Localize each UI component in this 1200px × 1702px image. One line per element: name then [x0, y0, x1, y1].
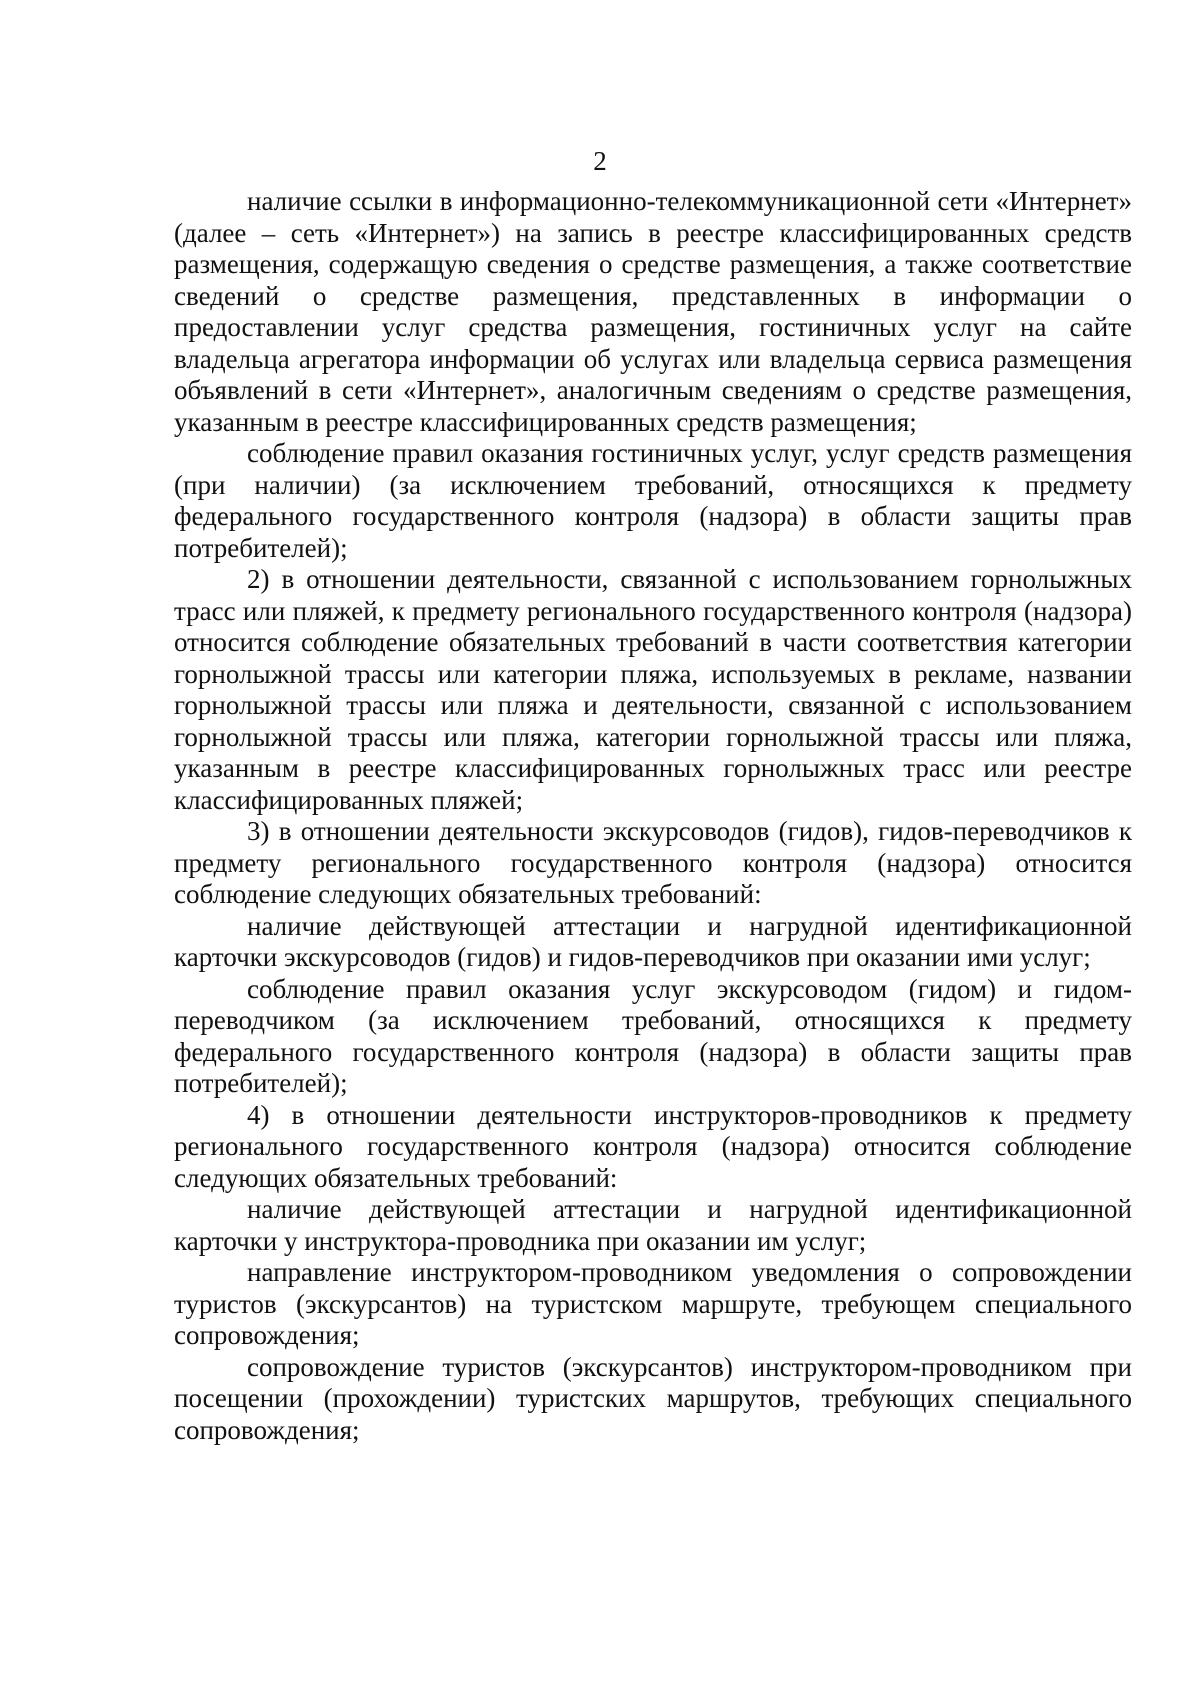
- paragraph-hotel-rules: соблюдение правил оказания гостиничных услуг, услуг средств размещения (при наличии) (за исключением требований, относящихся к предмету федерального государственного контроля (надзора) в области защиты прав потребителей);: [174, 438, 1132, 563]
- paragraph-ski-beach: 2) в отношении деятельности, связанной с использованием горнолыжных трасс или пляжей, к предмету регионального государственного контроля (надзора) относится соблюдение обязательных требований в части соответствия категории горнолыжной трассы или категории пляжа, используемых в рекламе, названии горнолыжной трассы или пляжа и деятельности, связанной с использованием горнолыжной трассы или пляжа, категории горнолыжной трассы или пляжа, указанным в реестре классифицированных горнолыжных трасс или реестре классифицированных пляжей;: [174, 564, 1132, 815]
- paragraph-guides-attestation: наличие действующей аттестации и нагрудной идентификационной карточки экскурсоводов (гидов) и гидов-переводчиков при оказании ими услуг;: [174, 910, 1132, 972]
- paragraph-instructors-notification: направление инструктором-проводником уведомления о сопровождении туристов (экскурсантов) на туристском маршруте, требующем специального сопровождения;: [174, 1257, 1132, 1350]
- paragraph-guides-intro: 3) в отношении деятельности экскурсоводов (гидов), гидов-переводчиков к предмету регионального государственного контроля (надзора) относится соблюдение следующих обязательных требований:: [174, 816, 1132, 909]
- paragraph-guides-rules: соблюдение правил оказания услуг экскурсоводом (гидом) и гидом-переводчиком (за исключением требований, относящихся к предмету федерального государственного контроля (надзора) в области защиты прав потребителей);: [174, 973, 1132, 1098]
- paragraph-instructors-attestation: наличие действующей аттестации и нагрудной идентификационной карточки у инструктора-проводника при оказании им услуг;: [174, 1194, 1132, 1256]
- document-body: [174, 186, 1132, 1446]
- paragraph-instructors-intro: 4) в отношении деятельности инструкторов-проводников к предмету регионального государственного контроля (надзора) относится соблюдение следующих обязательных требований:: [174, 1099, 1132, 1193]
- paragraph-registry-link: наличие ссылки в информационно-телекоммуникационной сети «Интернет» (далее – сеть «Интернет») на запись в реестре классифицированных средств размещения, содержащую сведения о средстве размещения, а также соответствие сведений о средстве размещения, представленных в информации о предоставлении услуг средства размещения, гостиничных услуг на сайте владельца агрегатора информации об услугах или владельца сервиса размещения объявлений в сети «Интернет», аналогичным сведениям о средстве размещения, указанным в реестре классифицированных средств размещения;: [174, 186, 1132, 437]
- paragraph-instructors-accompaniment: сопровождение туристов (экскурсантов) инструктором-проводником при посещении (прохождении) туристских маршрутов, требующих специального сопровождения;: [174, 1351, 1132, 1445]
- page-number: 2: [593, 146, 607, 176]
